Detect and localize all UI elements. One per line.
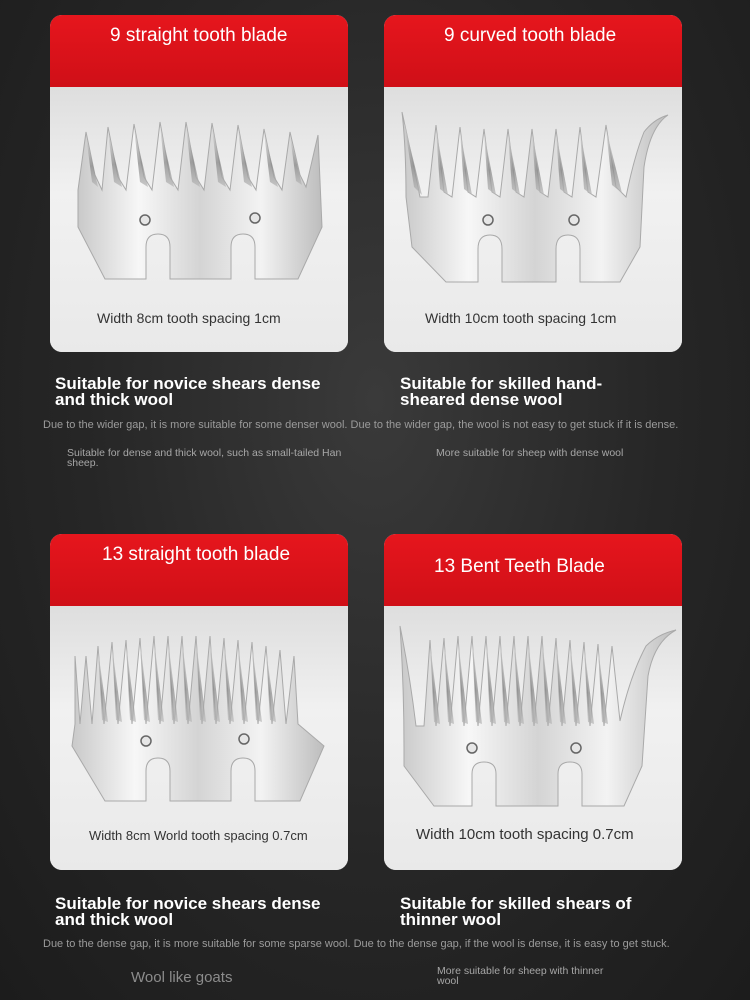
row2-right-sub: More suitable for sheep with thinner wool [437, 965, 604, 987]
card-title: 9 curved tooth blade [444, 25, 617, 46]
blade-card-13-straight [50, 534, 348, 870]
row1-left-sub: Suitable for dense and thick wool, such as small-tailed Han sheep. [67, 447, 342, 469]
row2-note: Due to the dense gap, it is more suitable for some sparse wool. Due to the dense gap, if the wool is dense, it is easy to get stuck. [43, 938, 670, 950]
card-body [384, 606, 682, 870]
row2-left-heading: Suitable for novice shears dense and thick wool [55, 894, 321, 929]
card-body [50, 606, 348, 870]
blade-spec: Width 8cm World tooth spacing 0.7cm [89, 828, 308, 843]
blade-card-9-curved [384, 15, 682, 352]
card-header [50, 15, 348, 87]
card-header [384, 15, 682, 87]
card-title: 13 straight tooth blade [102, 544, 291, 565]
card-header [50, 534, 348, 606]
row1-left-heading: Suitable for novice shears dense and thick wool [55, 374, 321, 409]
card-body [384, 87, 682, 352]
blade-spec: Width 10cm tooth spacing 1cm [425, 310, 617, 326]
blade-spec: Width 8cm tooth spacing 1cm [97, 310, 281, 326]
row1-note: Due to the wider gap, it is more suitable for some denser wool. Due to the wider gap, the wool is not easy to get stuck if it is dense. [43, 419, 679, 431]
card-header [384, 534, 682, 606]
blade-card-9-straight [50, 15, 348, 352]
row2-right-heading: Suitable for skilled shears of thinner wool [400, 894, 632, 929]
row1-right-sub: More suitable for sheep with dense wool [436, 447, 624, 459]
card-body [50, 87, 348, 352]
card-title: 9 straight tooth blade [110, 25, 288, 46]
blade-spec: Width 10cm tooth spacing 0.7cm [416, 826, 634, 843]
card-title: 13 Bent Teeth Blade [434, 556, 605, 577]
blade-card-13-bent [384, 534, 682, 870]
row2-left-sub: Wool like goats [131, 969, 233, 986]
row1-right-heading: Suitable for skilled hand-sheared dense wool [400, 374, 603, 409]
